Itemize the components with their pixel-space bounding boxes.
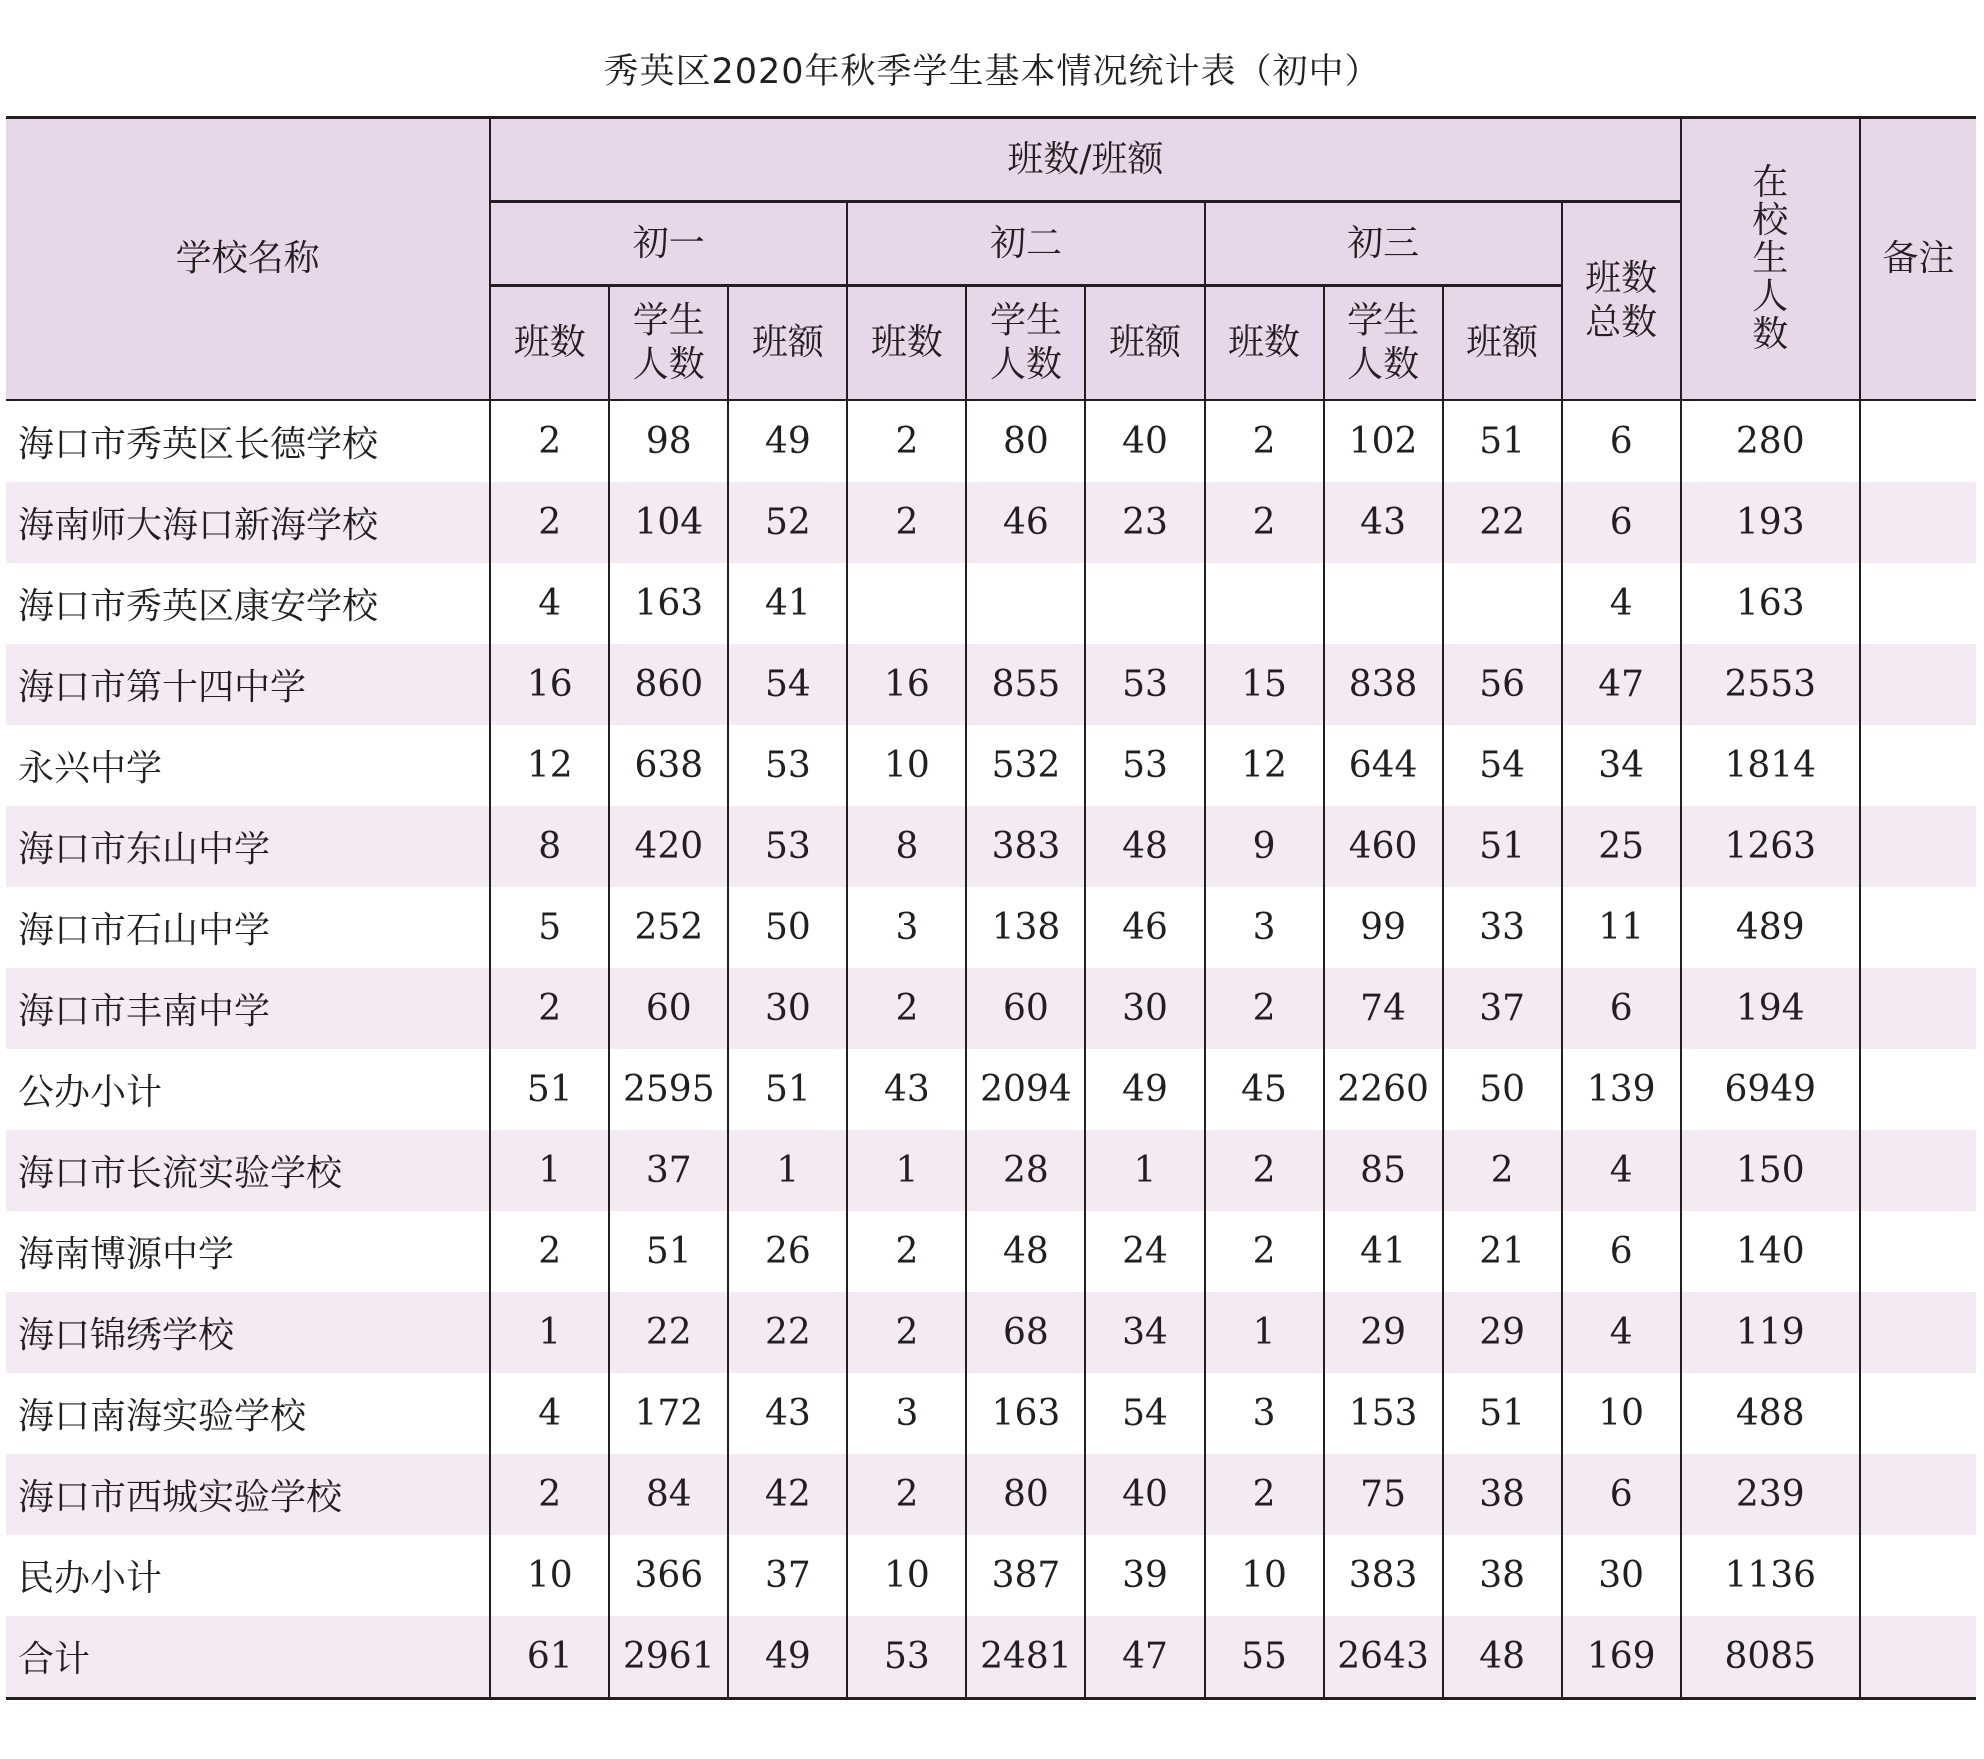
grade3-students-cell: 85 [1324,1130,1443,1211]
grade3-classes-cell [1205,563,1324,644]
grade2-class-size-cell: 23 [1085,482,1204,563]
enrolled-students-cell: 193 [1681,482,1860,563]
total-classes-cell: 47 [1562,644,1681,725]
grade1-students-cell: 2961 [609,1616,728,1699]
enrolled-students-cell: 1263 [1681,806,1860,887]
grade1-classes-cell: 2 [490,1211,609,1292]
grade2-students-cell: 68 [966,1292,1085,1373]
remark-cell [1860,400,1976,482]
header-classes: 班数 [847,286,966,401]
enrolled-students-cell: 6949 [1681,1049,1860,1130]
school-name-cell: 海口市长流实验学校 [6,1130,490,1211]
table-row [6,968,1976,1049]
school-name-cell: 海口市石山中学 [6,887,490,968]
enrolled-students-cell: 280 [1681,400,1860,482]
header-class-group: 班数/班额 [490,118,1680,202]
remark-cell [1860,1130,1976,1211]
grade1-classes-cell: 2 [490,400,609,482]
table-header [6,118,1976,401]
table-row [6,1535,1976,1616]
grade2-classes-cell: 53 [847,1616,966,1699]
grade2-students-cell: 46 [966,482,1085,563]
grade3-students-cell [1324,563,1443,644]
header-classes: 班数 [1205,286,1324,401]
grade1-students-cell: 37 [609,1130,728,1211]
grade3-students-cell: 383 [1324,1535,1443,1616]
school-name-cell: 民办小计 [6,1535,490,1616]
header-class-size: 班额 [1085,286,1204,401]
remark-cell [1860,1616,1976,1699]
grade2-class-size-cell: 49 [1085,1049,1204,1130]
grade1-classes-cell: 10 [490,1535,609,1616]
total-classes-cell: 6 [1562,482,1681,563]
total-classes-cell: 34 [1562,725,1681,806]
grade2-students-cell: 48 [966,1211,1085,1292]
grade3-students-cell: 102 [1324,400,1443,482]
total-classes-cell: 4 [1562,1292,1681,1373]
grade1-classes-cell: 1 [490,1292,609,1373]
enrolled-students-cell: 488 [1681,1373,1860,1454]
grade1-classes-cell: 12 [490,725,609,806]
grade3-classes-cell: 2 [1205,968,1324,1049]
remark-cell [1860,644,1976,725]
total-classes-cell: 30 [1562,1535,1681,1616]
table-row [6,1616,1976,1699]
grade2-students-cell: 28 [966,1130,1085,1211]
table-row [6,1373,1976,1454]
grade2-classes-cell: 10 [847,725,966,806]
remark-cell [1860,806,1976,887]
grade2-classes-cell: 3 [847,1373,966,1454]
grade3-class-size-cell: 51 [1443,400,1562,482]
grade3-class-size-cell: 22 [1443,482,1562,563]
grade2-classes-cell: 1 [847,1130,966,1211]
table-row [6,400,1976,482]
school-name-cell: 海口锦绣学校 [6,1292,490,1373]
grade1-classes-cell: 51 [490,1049,609,1130]
grade2-class-size-cell [1085,563,1204,644]
grade2-students-cell: 80 [966,400,1085,482]
remark-cell [1860,1211,1976,1292]
grade1-classes-cell: 5 [490,887,609,968]
header-school-name: 学校名称 [6,118,490,401]
grade2-class-size-cell: 34 [1085,1292,1204,1373]
grade3-class-size-cell: 2 [1443,1130,1562,1211]
total-classes-cell: 11 [1562,887,1681,968]
grade3-students-cell: 460 [1324,806,1443,887]
school-name-cell: 海口市秀英区长德学校 [6,400,490,482]
header-enrolled-students: 在 校 生 人 数 [1681,118,1860,401]
grade1-classes-cell: 2 [490,968,609,1049]
header-class-size: 班额 [1443,286,1562,401]
grade1-students-cell: 172 [609,1373,728,1454]
grade1-students-cell: 860 [609,644,728,725]
grade2-classes-cell: 2 [847,482,966,563]
grade2-classes-cell: 2 [847,1292,966,1373]
grade1-class-size-cell: 54 [728,644,847,725]
enrolled-students-cell: 140 [1681,1211,1860,1292]
grade2-class-size-cell: 39 [1085,1535,1204,1616]
grade1-class-size-cell: 51 [728,1049,847,1130]
grade3-classes-cell: 10 [1205,1535,1324,1616]
school-name-cell: 海南师大海口新海学校 [6,482,490,563]
school-name-cell: 海口市第十四中学 [6,644,490,725]
enrolled-students-cell: 1814 [1681,725,1860,806]
school-name-cell: 海南博源中学 [6,1211,490,1292]
grade1-classes-cell: 4 [490,563,609,644]
table-row [6,563,1976,644]
table-row [6,1049,1976,1130]
grade1-class-size-cell: 53 [728,806,847,887]
grade3-students-cell: 2643 [1324,1616,1443,1699]
remark-cell [1860,1454,1976,1535]
school-name-cell: 公办小计 [6,1049,490,1130]
grade3-classes-cell: 15 [1205,644,1324,725]
grade1-classes-cell: 1 [490,1130,609,1211]
enrolled-students-cell: 8085 [1681,1616,1860,1699]
header-classes: 班数 [490,286,609,401]
header-grade-3: 初三 [1205,202,1562,286]
school-name-cell: 海口市东山中学 [6,806,490,887]
grade2-class-size-cell: 24 [1085,1211,1204,1292]
remark-cell [1860,1049,1976,1130]
grade3-class-size-cell: 51 [1443,1373,1562,1454]
grade1-students-cell: 420 [609,806,728,887]
header-grade-1: 初一 [490,202,847,286]
total-classes-cell: 6 [1562,1454,1681,1535]
table-row [6,806,1976,887]
grade2-classes-cell: 2 [847,1211,966,1292]
grade2-students-cell: 532 [966,725,1085,806]
remark-cell [1860,887,1976,968]
header-class-size: 班额 [728,286,847,401]
grade3-class-size-cell: 38 [1443,1454,1562,1535]
grade3-students-cell: 2260 [1324,1049,1443,1130]
grade1-students-cell: 98 [609,400,728,482]
grade1-class-size-cell: 22 [728,1292,847,1373]
grade3-class-size-cell: 54 [1443,725,1562,806]
grade1-students-cell: 252 [609,887,728,968]
grade2-class-size-cell: 47 [1085,1616,1204,1699]
grade1-students-cell: 104 [609,482,728,563]
remark-cell [1860,1535,1976,1616]
remark-cell [1860,563,1976,644]
grade1-classes-cell: 2 [490,1454,609,1535]
total-classes-cell: 6 [1562,968,1681,1049]
grade1-class-size-cell: 41 [728,563,847,644]
grade3-class-size-cell: 51 [1443,806,1562,887]
grade2-students-cell: 163 [966,1373,1085,1454]
total-classes-cell: 10 [1562,1373,1681,1454]
table-row [6,1292,1976,1373]
total-classes-cell: 25 [1562,806,1681,887]
table-row [6,1130,1976,1211]
grade3-classes-cell: 55 [1205,1616,1324,1699]
grade3-class-size-cell: 38 [1443,1535,1562,1616]
grade1-students-cell: 638 [609,725,728,806]
enrolled-students-cell: 194 [1681,968,1860,1049]
grade2-class-size-cell: 54 [1085,1373,1204,1454]
table-row [6,1454,1976,1535]
page-title: 秀英区2020年秋季学生基本情况统计表（初中） [603,52,1381,92]
school-name-cell: 海口南海实验学校 [6,1373,490,1454]
grade2-students-cell [966,563,1085,644]
enrolled-students-cell: 163 [1681,563,1860,644]
grade3-students-cell: 74 [1324,968,1443,1049]
grade3-class-size-cell: 37 [1443,968,1562,1049]
grade1-class-size-cell: 49 [728,400,847,482]
grade1-class-size-cell: 43 [728,1373,847,1454]
grade2-class-size-cell: 40 [1085,1454,1204,1535]
grade1-students-cell: 84 [609,1454,728,1535]
grade3-students-cell: 41 [1324,1211,1443,1292]
header-students: 学生 人数 [1324,286,1443,401]
grade2-class-size-cell: 53 [1085,644,1204,725]
grade2-students-cell: 80 [966,1454,1085,1535]
grade3-classes-cell: 3 [1205,1373,1324,1454]
grade1-students-cell: 366 [609,1535,728,1616]
grade2-classes-cell: 10 [847,1535,966,1616]
grade3-classes-cell: 12 [1205,725,1324,806]
grade2-students-cell: 2094 [966,1049,1085,1130]
grade1-classes-cell: 4 [490,1373,609,1454]
remark-cell [1860,1292,1976,1373]
grade2-classes-cell: 8 [847,806,966,887]
grade1-classes-cell: 61 [490,1616,609,1699]
grade1-students-cell: 60 [609,968,728,1049]
statistics-table [6,116,1976,1700]
grade1-classes-cell: 16 [490,644,609,725]
grade3-classes-cell: 2 [1205,1211,1324,1292]
total-classes-cell: 139 [1562,1049,1681,1130]
header-students: 学生 人数 [966,286,1085,401]
grade2-class-size-cell: 1 [1085,1130,1204,1211]
enrolled-students-cell: 489 [1681,887,1860,968]
grade1-class-size-cell: 42 [728,1454,847,1535]
total-classes-cell: 169 [1562,1616,1681,1699]
grade3-class-size-cell: 48 [1443,1616,1562,1699]
grade2-class-size-cell: 53 [1085,725,1204,806]
table-row [6,887,1976,968]
total-classes-cell: 4 [1562,1130,1681,1211]
school-name-cell: 永兴中学 [6,725,490,806]
grade2-classes-cell: 43 [847,1049,966,1130]
grade3-classes-cell: 2 [1205,482,1324,563]
enrolled-students-cell: 239 [1681,1454,1860,1535]
school-name-cell: 海口市西城实验学校 [6,1454,490,1535]
grade3-classes-cell: 9 [1205,806,1324,887]
grade3-classes-cell: 45 [1205,1049,1324,1130]
enrolled-students-cell: 2553 [1681,644,1860,725]
grade2-class-size-cell: 30 [1085,968,1204,1049]
grade2-classes-cell: 16 [847,644,966,725]
remark-cell [1860,725,1976,806]
remark-cell [1860,482,1976,563]
grade1-class-size-cell: 37 [728,1535,847,1616]
table-row [6,1211,1976,1292]
grade3-class-size-cell [1443,563,1562,644]
grade3-classes-cell: 3 [1205,887,1324,968]
header-grade-2: 初二 [847,202,1204,286]
grade2-students-cell: 387 [966,1535,1085,1616]
grade1-students-cell: 163 [609,563,728,644]
grade2-students-cell: 60 [966,968,1085,1049]
grade2-class-size-cell: 40 [1085,400,1204,482]
enrolled-students-cell: 150 [1681,1130,1860,1211]
table-body [6,400,1976,1699]
grade3-classes-cell: 1 [1205,1292,1324,1373]
grade3-students-cell: 75 [1324,1454,1443,1535]
grade2-class-size-cell: 46 [1085,887,1204,968]
grade1-classes-cell: 8 [490,806,609,887]
grade3-class-size-cell: 33 [1443,887,1562,968]
grade1-class-size-cell: 50 [728,887,847,968]
grade3-class-size-cell: 29 [1443,1292,1562,1373]
grade3-class-size-cell: 56 [1443,644,1562,725]
grade1-class-size-cell: 26 [728,1211,847,1292]
grade3-students-cell: 43 [1324,482,1443,563]
grade2-students-cell: 383 [966,806,1085,887]
header-students: 学生 人数 [609,286,728,401]
grade1-class-size-cell: 1 [728,1130,847,1211]
school-name-cell: 海口市丰南中学 [6,968,490,1049]
grade1-class-size-cell: 30 [728,968,847,1049]
grade1-class-size-cell: 52 [728,482,847,563]
grade3-classes-cell: 2 [1205,400,1324,482]
grade2-students-cell: 2481 [966,1616,1085,1699]
total-classes-cell: 6 [1562,400,1681,482]
enrolled-students-cell: 119 [1681,1292,1860,1373]
grade1-students-cell: 2595 [609,1049,728,1130]
header-remark: 备注 [1860,118,1976,401]
grade1-class-size-cell: 49 [728,1616,847,1699]
grade3-classes-cell: 2 [1205,1130,1324,1211]
grade3-students-cell: 153 [1324,1373,1443,1454]
header-total-classes: 班数 总数 [1562,202,1681,401]
grade2-students-cell: 138 [966,887,1085,968]
grade3-class-size-cell: 50 [1443,1049,1562,1130]
total-classes-cell: 4 [1562,563,1681,644]
table-row [6,725,1976,806]
grade3-students-cell: 644 [1324,725,1443,806]
grade2-class-size-cell: 48 [1085,806,1204,887]
grade1-class-size-cell: 53 [728,725,847,806]
grade3-students-cell: 838 [1324,644,1443,725]
grade3-students-cell: 29 [1324,1292,1443,1373]
table-row [6,644,1976,725]
grade3-class-size-cell: 21 [1443,1211,1562,1292]
grade3-classes-cell: 2 [1205,1454,1324,1535]
table-row [6,482,1976,563]
total-classes-cell: 6 [1562,1211,1681,1292]
grade1-students-cell: 22 [609,1292,728,1373]
remark-cell [1860,968,1976,1049]
grade3-students-cell: 99 [1324,887,1443,968]
grade2-classes-cell: 2 [847,400,966,482]
grade1-students-cell: 51 [609,1211,728,1292]
enrolled-students-cell: 1136 [1681,1535,1860,1616]
remark-cell [1860,1373,1976,1454]
grade2-classes-cell: 2 [847,1454,966,1535]
school-name-cell: 海口市秀英区康安学校 [6,563,490,644]
school-name-cell: 合计 [6,1616,490,1699]
grade2-students-cell: 855 [966,644,1085,725]
grade2-classes-cell [847,563,966,644]
grade2-classes-cell: 3 [847,887,966,968]
grade1-classes-cell: 2 [490,482,609,563]
grade2-classes-cell: 2 [847,968,966,1049]
